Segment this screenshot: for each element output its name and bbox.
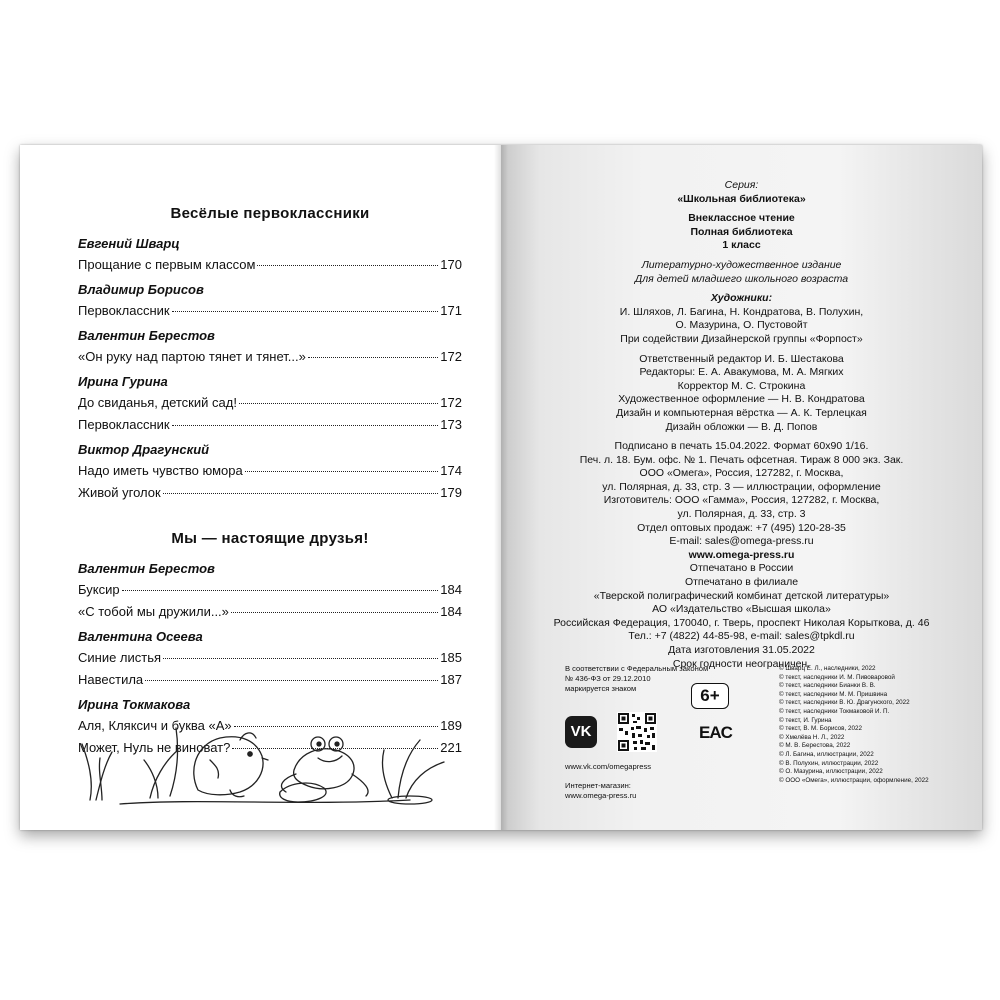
dot-leader [172,311,439,312]
artists-label: Художники: [710,292,773,305]
entry-title: Синие листья [78,650,162,665]
copyright-line: © текст, наследники Бианки В. В. [779,682,876,690]
toc-entry [78,601,462,623]
factory-line: Отпечатано в филиале [684,576,799,589]
genre-line: Литературно-художественное издание [641,258,842,271]
series-name: «Школьная библиотека» [677,192,806,205]
entry-title: Буксир [78,582,120,597]
toc-entry [78,460,462,482]
page-number: 185 [440,650,462,665]
dot-leader [172,425,439,426]
factory-line: Дата изготовления 31.05.2022 [668,644,815,656]
copyright-line: © текст, наследники И. М. Пивоваровой [779,673,895,681]
imprint-page [501,145,982,830]
toc-entry [78,392,462,414]
copyright-line: © Шварц Е. Л., наследники, 2022 [779,665,876,672]
entry-title: Живой уголок [78,485,161,500]
staff-line: Художественное оформление — Н. В. Кондратова [618,393,865,406]
dot-leader [163,658,438,659]
toc-entry [78,414,462,436]
eac-mark-icon: EAC [699,723,732,742]
dot-leader [231,612,438,613]
page-number: 173 [440,417,462,432]
author-name: Валентин Берестов [78,328,215,343]
page-number: 179 [440,485,462,500]
author-name: Владимир Борисов [78,282,204,297]
page-number: 189 [440,718,462,733]
dot-leader [308,357,438,358]
author-name: Виктор Драгунский [78,442,210,457]
page-number: 170 [440,257,462,272]
section-title: Мы — настоящие друзья! [171,530,369,547]
entry-title: «Он руку над партою тянет и тянет...» [78,349,306,364]
entry-title: Навестила [78,672,144,687]
print-line: Печ. л. 18. Бум. офс. № 1. Печать офсетная. Тираж 8 000 экз. Зак. [579,453,904,466]
dot-leader [163,493,439,494]
copyright-line: © текст, наследники М. М. Пришвина [779,690,888,698]
section-title: Весёлые первоклассники [170,205,370,222]
page-number: 184 [440,582,462,597]
table-of-contents [78,205,462,759]
print-info [519,440,964,549]
factory-line: Российская Федерация, 170040, г. Тверь, проспект Николая Корыткова, д. 46 [553,616,930,629]
toc-entry [78,346,462,368]
factory-line: «Тверской полиграфический комбинат детской литературы» [593,589,890,602]
staff-line: Редакторы: Е. А. Авакумова, М. А. Мягких [639,366,844,379]
book-spread [20,145,982,830]
toc-entry [78,300,462,322]
dot-leader [239,403,438,404]
toc-entry [78,669,462,691]
copyright-line: © М. В. Берестова, 2022 [779,742,851,750]
entry-title: Может, Нуль не виноват? [78,740,231,755]
law-line: В соответствии с Федеральным законом [565,664,709,673]
print-line: ООО «Омега», Россия, 127282, г. Москва, [639,467,844,480]
page-number: 174 [440,463,462,478]
entry-title: Надо иметь чувство юмора [78,463,243,478]
vk-logo-icon: VK [565,716,597,748]
book-title-line: 1 класс [722,239,761,252]
copyright-list [779,665,969,785]
copyright-line: © текст, наследники В. Ю. Драгунского, 2022 [779,699,910,707]
copyright-line: © Хмелёва Н. Л., 2022 [779,733,845,741]
dot-leader [257,265,438,266]
page-number: 184 [440,604,462,619]
entry-title: Первоклассник [78,303,170,318]
qr-code-icon [617,712,657,752]
factory-info [519,562,964,671]
author-name: Ирина Гурина [78,374,168,389]
copyright-line: © текст, И. Гурина [779,716,832,724]
law-line: маркируется знаком [565,684,637,693]
dot-leader [245,471,439,472]
author-name: Евгений Шварц [78,236,180,251]
page-number: 221 [440,740,462,755]
shop-line: www.omega-press.ru [565,791,637,800]
series-label: Серия: [724,179,759,191]
staff-line: Корректор М. С. Строкина [677,379,806,392]
toc-entry [78,647,462,669]
artists-line: О. Мазурина, О. Пустовойт [675,319,808,332]
factory-line: Тел.: +7 (4822) 44-85-98, e-mail: sales@tpkdl.ru [628,630,855,643]
website: www.omega-press.ru [688,548,795,561]
age-rating-badge: 6+ [691,683,729,709]
staff-line: Дизайн и компьютерная вёрстка — А. К. Терлецкая [616,406,867,419]
dot-leader [122,590,439,591]
section-list [78,234,462,504]
page-number: 172 [440,395,462,410]
entry-title: Прощание с первым классом [78,257,256,272]
author-name: Валентина Осеева [78,629,203,644]
page-number: 187 [440,672,462,687]
factory-line: Отпечатано в России [689,562,794,575]
copyright-line: © ООО «Омега», иллюстрации, оформление, 2022 [779,776,929,784]
author-name: Ирина Токмакова [78,697,191,712]
factory-line: АО «Издательство «Высшая школа» [652,603,831,616]
factory-line: Срок годности неограничен. [672,657,811,670]
assist-line: При содействии Дизайнерской группы «Форпост» [620,332,863,345]
staff-line: Ответственный редактор И. Б. Шестакова [639,352,844,365]
imprint-block [519,179,964,671]
illustration-animals [80,700,460,810]
toc-entry [78,482,462,504]
toc-entry [78,254,462,276]
toc-entry [78,579,462,601]
dot-leader [145,680,438,681]
shop-info [565,781,636,801]
print-line: Отдел оптовых продаж: +7 (495) 120-28-35 [637,521,846,534]
shop-line: Интернет-магазин: [565,781,631,790]
print-line: ул. Полярная, д. 33, стр. 3 [677,508,806,521]
vk-url: www.vk.com/omegapress [565,762,652,771]
copyright-line: © Л. Багина, иллюстрации, 2022 [779,750,874,758]
genre-line: Для детей младшего школьного возраста [634,272,849,285]
print-line: ул. Полярная, д. 33, стр. 3 — иллюстрации, оформление [602,480,881,493]
copyright-line: © текст, В. М. Борисов, 2022 [779,725,863,733]
entry-title: «С тобой мы дружили...» [78,604,229,619]
author-name: Валентин Берестов [78,561,215,576]
entry-title: До свиданья, детский сад! [78,395,237,410]
print-line: Изготовитель: ООО «Гамма», Россия, 127282, г. Москва, [603,494,880,507]
book-title-line: Внеклассное чтение [688,212,795,225]
copyright-line: © В. Полухин, иллюстрации, 2022 [779,759,879,767]
law-line: № 436-ФЗ от 29.12.2010 [565,674,651,683]
copyright-line: © О. Мазурина, иллюстрации, 2022 [779,768,883,776]
staff-list [519,353,964,435]
entry-title: Первоклассник [78,417,170,432]
entry-title: Аля, Кляксич и буква «А» [78,718,232,733]
print-line: E-mail: sales@omega-press.ru [669,535,814,548]
page-number: 171 [440,303,462,318]
book-title-line: Полная библиотека [690,225,793,238]
contents-page [20,145,501,830]
staff-line: Дизайн обложки — В. Д. Попов [665,420,818,433]
artists-line: И. Шляхов, Л. Багина, Н. Кондратова, В. Полухин, [619,305,864,318]
copyright-line: © текст, наследники Токмаковой И. П. [779,707,890,715]
print-line: Подписано в печать 15.04.2022. Формат 60х90 1/16. [614,440,869,453]
page-number: 172 [440,349,462,364]
book-gutter [494,145,508,830]
